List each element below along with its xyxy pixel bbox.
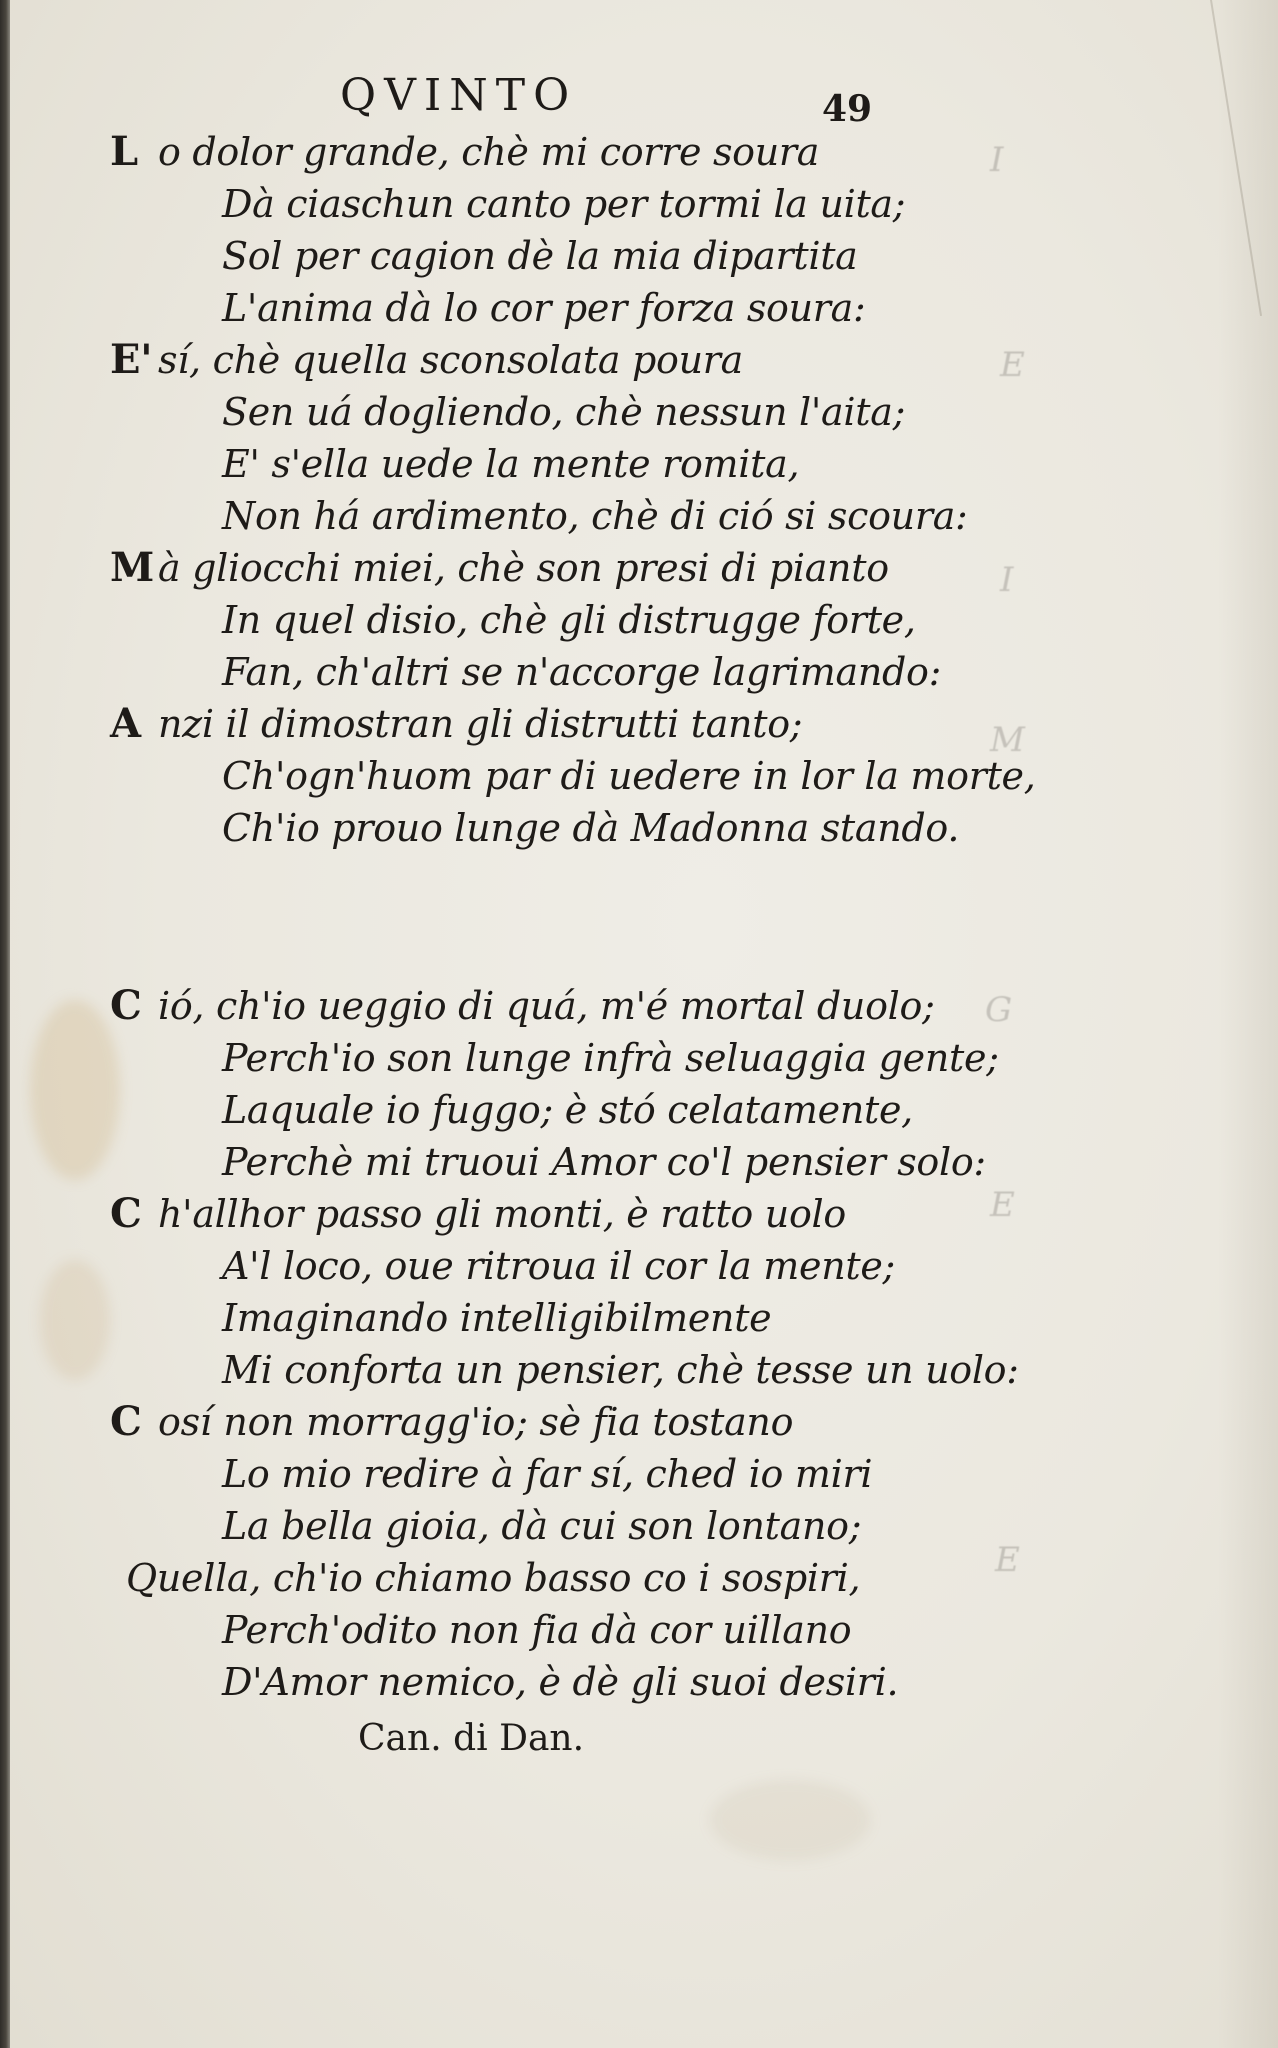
- foxing-stain: [40, 1260, 110, 1380]
- verse-text: Mi conforta un pensier, chè tesse un uolo:: [222, 1348, 1019, 1392]
- verse-line: [110, 750, 1036, 802]
- verse-text: Perchè mi truoui Amor co'l pensier solo:: [222, 1140, 986, 1184]
- verse-line: [110, 1188, 1019, 1240]
- verse-text: In quel disio, chè gli distrugge forte,: [222, 598, 916, 642]
- initial-letter: C: [110, 1190, 142, 1237]
- verse-line: [110, 178, 1036, 230]
- verse-text: Perch'io son lunge infrà seluaggia gente;: [222, 1036, 999, 1080]
- verse-line: [110, 594, 1036, 646]
- verse-text: h'allhor passo gli monti, è ratto uolo: [158, 1192, 846, 1236]
- verse-text: Sen uá dogliendo, chè nessun l'aita;: [222, 390, 906, 434]
- verse-text: ió, ch'io ueggio di quá, m'é mortal duolo;: [158, 984, 935, 1028]
- verse-line: [110, 802, 1036, 854]
- verse-line: [110, 1552, 1019, 1604]
- foxing-stain: [710, 1780, 870, 1860]
- verse-text: Laquale io fuggo; è stó celatamente,: [222, 1088, 913, 1132]
- verse-line: [110, 1032, 1019, 1084]
- verse-line: [110, 386, 1036, 438]
- verse-text: à gliocchi miei, chè son presi di pianto: [158, 546, 889, 590]
- show-through-glyph: I: [1000, 560, 1014, 600]
- verse-text: osí non morragg'io; sè fia tostano: [158, 1400, 794, 1444]
- page-edge-shadow: [1218, 0, 1278, 2048]
- initial-letter: L: [110, 128, 138, 175]
- show-through-glyph: E: [995, 1540, 1020, 1580]
- verse-line: [110, 1240, 1019, 1292]
- catchword: Can. di Dan.: [358, 1718, 585, 1759]
- verse-line: [110, 1604, 1019, 1656]
- show-through-glyph: I: [990, 140, 1004, 180]
- verse-text: Imaginando intelligibilmente: [222, 1296, 772, 1340]
- show-through-glyph: G: [985, 990, 1013, 1030]
- page-number: 49: [822, 88, 873, 130]
- show-through-glyph: M: [990, 720, 1025, 760]
- verse-line: [110, 698, 1036, 750]
- initial-letter: C: [110, 1398, 142, 1445]
- verse-text: Ch'io prouo lunge dà Madonna stando.: [222, 806, 960, 850]
- verse-text: D'Amor nemico, è dè gli suoi desiri.: [222, 1660, 899, 1704]
- verse-text: o dolor grande, chè mi corre soura: [158, 130, 820, 174]
- verse-line: [110, 980, 1019, 1032]
- verse-line: [110, 490, 1036, 542]
- sonnet-one: [110, 126, 1036, 854]
- verse-line: [110, 230, 1036, 282]
- initial-letter: C: [110, 982, 142, 1029]
- foxing-stain: [30, 1000, 120, 1180]
- verse-text: Non há ardimento, chè di ció si scoura:: [222, 494, 968, 538]
- verse-line: [110, 1396, 1019, 1448]
- show-through-glyph: E: [1000, 345, 1025, 385]
- verse-line: [110, 646, 1036, 698]
- verse-text: Sol per cagion dè la mia dipartita: [222, 234, 858, 278]
- sonnet-two: [110, 980, 1019, 1708]
- verse-text: Ch'ogn'huom par di uedere in lor la morte,: [222, 754, 1036, 798]
- verse-line: [110, 334, 1036, 386]
- verse-line: [110, 1292, 1019, 1344]
- verse-text: Dà ciaschun canto per tormi la uita;: [222, 182, 906, 226]
- initial-letter: M: [110, 544, 154, 591]
- verse-line: [110, 126, 1036, 178]
- verse-text: La bella gioia, dà cui son lontano;: [222, 1504, 862, 1548]
- verse-text: Perch'odito non fia dà cor uillano: [222, 1608, 852, 1652]
- verse-line: [110, 1344, 1019, 1396]
- verse-line: [110, 1500, 1019, 1552]
- verse-text: sí, chè quella sconsolata poura: [158, 338, 743, 382]
- verse-text: Quella, ch'io chiamo basso co i sospiri,: [126, 1556, 861, 1600]
- verse-line: [110, 1656, 1019, 1708]
- paper-sheet: [10, 0, 1278, 2048]
- verse-line: [110, 282, 1036, 334]
- verse-line: [110, 1448, 1019, 1500]
- running-title: QVINTO: [340, 70, 578, 121]
- show-through-glyph: E: [990, 1185, 1015, 1225]
- verse-line: [110, 438, 1036, 490]
- verse-text: A'l loco, oue ritroua il cor la mente;: [222, 1244, 896, 1288]
- verse-line: [110, 542, 1036, 594]
- verse-line: [110, 1084, 1019, 1136]
- verse-text: Lo mio redire à far sí, ched io miri: [222, 1452, 873, 1496]
- verse-text: nzi il dimostran gli distrutti tanto;: [158, 702, 803, 746]
- verse-text: L'anima dà lo cor per forza soura:: [222, 286, 866, 330]
- initial-letter: E': [110, 336, 153, 383]
- initial-letter: A: [110, 700, 141, 747]
- verse-text: Fan, ch'altri se n'accorge lagrimando:: [222, 650, 942, 694]
- verse-line: [110, 1136, 1019, 1188]
- verse-text: E' s'ella uede la mente romita,: [222, 442, 800, 486]
